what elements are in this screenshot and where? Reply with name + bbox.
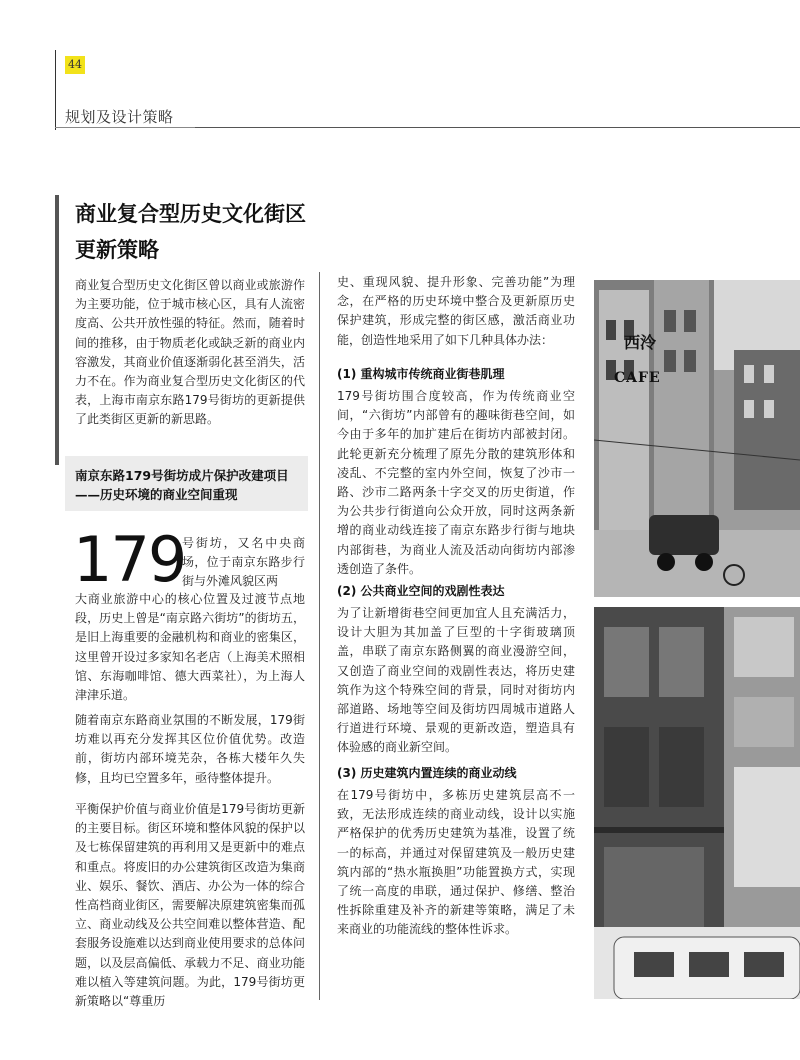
article-title [75, 196, 325, 268]
mid-paragraph-3: 为了让新增街巷空间更加宜人且充满活力，设计大胆为其加盖了巨型的十字街玻璃顶盖，串联了南京东路侧翼的商业漫游空间，又创造了商业空间的戏剧性表达，将历史建筑作为这个特殊空间的背景，同时对街坊内部道路、场地等空间及街坊四周城市道路人行道进行环境、景观的更新改造，塑造具有体验感的商业新空间。 [337, 606, 575, 755]
subsection-title: 南京东路179号街坊成片保护改建项目——历史环境的商业空间重现 [75, 468, 289, 502]
section-rule-left [55, 127, 195, 128]
subheading-3: (3) 历史建筑内置连续的商业动线 [337, 766, 517, 780]
body-paragraph-3: 平衡保护价值与商业价值是179号街坊更新的主要目标。街区环境和整体风貌的保护以及七栋保留建筑的再利用又是更新中的难点和重点。将废旧的办公建筑街区改造为集商业、娱乐、餐饮、酒店、办公为一体的综合性高档商业街区，需要解决原建筑密集而孤立、商业动线及公共空间难以整体营造、配套服务设施难以达到商业使用要求的总体问题，以及层高偏低、承载力不足、商业功能难以植入等建筑问题。为此，179号街坊更新策略以“尊重历 [75, 802, 305, 1009]
section-rule [195, 127, 800, 128]
mid-paragraph-2: 179号街坊围合度较高，作为传统商业空间，“六街坊”内部曾有的趣味街巷空间，如今由于多年的加扩建后在街坊内部被封闭。此轮更新充分梳理了原先分散的建筑形体和凌乱、不完整的室内外空间，恢复了沙市一路、沙市二路两条十字交叉的历史街道，作为公共步行街道向公众开放，同时这两条新增的商业动线连接了南京东路步行街与地块内部街巷，为商业人流及活动向街坊内部渗透创造了条件。 [337, 389, 575, 576]
section-label: 规划及设计策略 [65, 108, 174, 126]
intro-paragraph: 商业复合型历史文化街区曾以商业或旅游作为主要功能，位于城市核心区，具有人流密度高、公共开放性强的特征。然而，随着时间的推移，由于物质老化或缺乏新的商业内容激发，其商业价值逐渐弱化甚至消失，活力不在。作为商业复合型历史文化街区的代表，上海市南京东路179号街坊的更新提供了此类街区更新的新思路。 [75, 278, 305, 427]
building-facade-photo-art [594, 607, 800, 999]
cafe-sign: CAFE [614, 370, 661, 386]
drop-cap-side-text: 号街坊，又名中央商场，位于南京东路步行街与外滩风貌区两 [182, 536, 305, 589]
body-paragraph-2: 随着南京东路商业氛围的不断发展，179街坊难以再充分发挥其区位价值优势。改造前，街坊内部环境芜杂，各栋大楼年久失修，且均已空置多年，亟待整体提升。 [75, 713, 305, 785]
shop-sign: 西泠 [624, 333, 657, 352]
historic-street-photo-art [594, 280, 800, 597]
historic-street-photo [594, 280, 800, 597]
mid-paragraph-1: 史、重现风貌、提升形象、完善功能”为理念，在严格的历史环境中整合及更新原历史保护建筑，形成完整的街区感，激活商业功能，创造性地采用了如下几种具体办法： [337, 275, 575, 347]
column-divider [319, 272, 320, 1000]
mid-paragraph-4: 在179号街坊中，多栋历史建筑层高不一致，无法形成连续的商业动线，设计以实施严格保护的优秀历史建筑为基准，设置了统一的标高，并通过对保留建筑及一般历史建筑内部的“热水瓶换胆”功能置换方式，实现了统一高度的串联，通过保护、修缮、整治性拆除重建及补齐的新建等策略，满足了未来商业的功能流线的整体性诉求。 [337, 788, 575, 937]
title-line-1: 商业复合型历史文化街区 [75, 202, 306, 226]
subheading-1: (1) 重构城市传统商业街巷肌理 [337, 367, 505, 381]
body-paragraph-1: 大商业旅游中心的核心位置及过渡节点地段，历史上曾是“南京路六街坊”的街坊五，是旧上海重要的金融机构和商业的密集区，这里曾开设过多家知名老店（上海美术照相馆、东海咖啡馆、德大西菜社），为上海人津津乐道。 [75, 592, 305, 703]
margin-bar [55, 50, 56, 130]
drop-cap-number: 179 [73, 523, 186, 596]
title-accent-rule [55, 195, 59, 465]
building-facade-photo [594, 607, 800, 999]
page-number: 44 [65, 56, 85, 74]
title-line-2: 更新策略 [75, 238, 159, 262]
subheading-2: (2) 公共商业空间的戏剧性表达 [337, 584, 505, 598]
